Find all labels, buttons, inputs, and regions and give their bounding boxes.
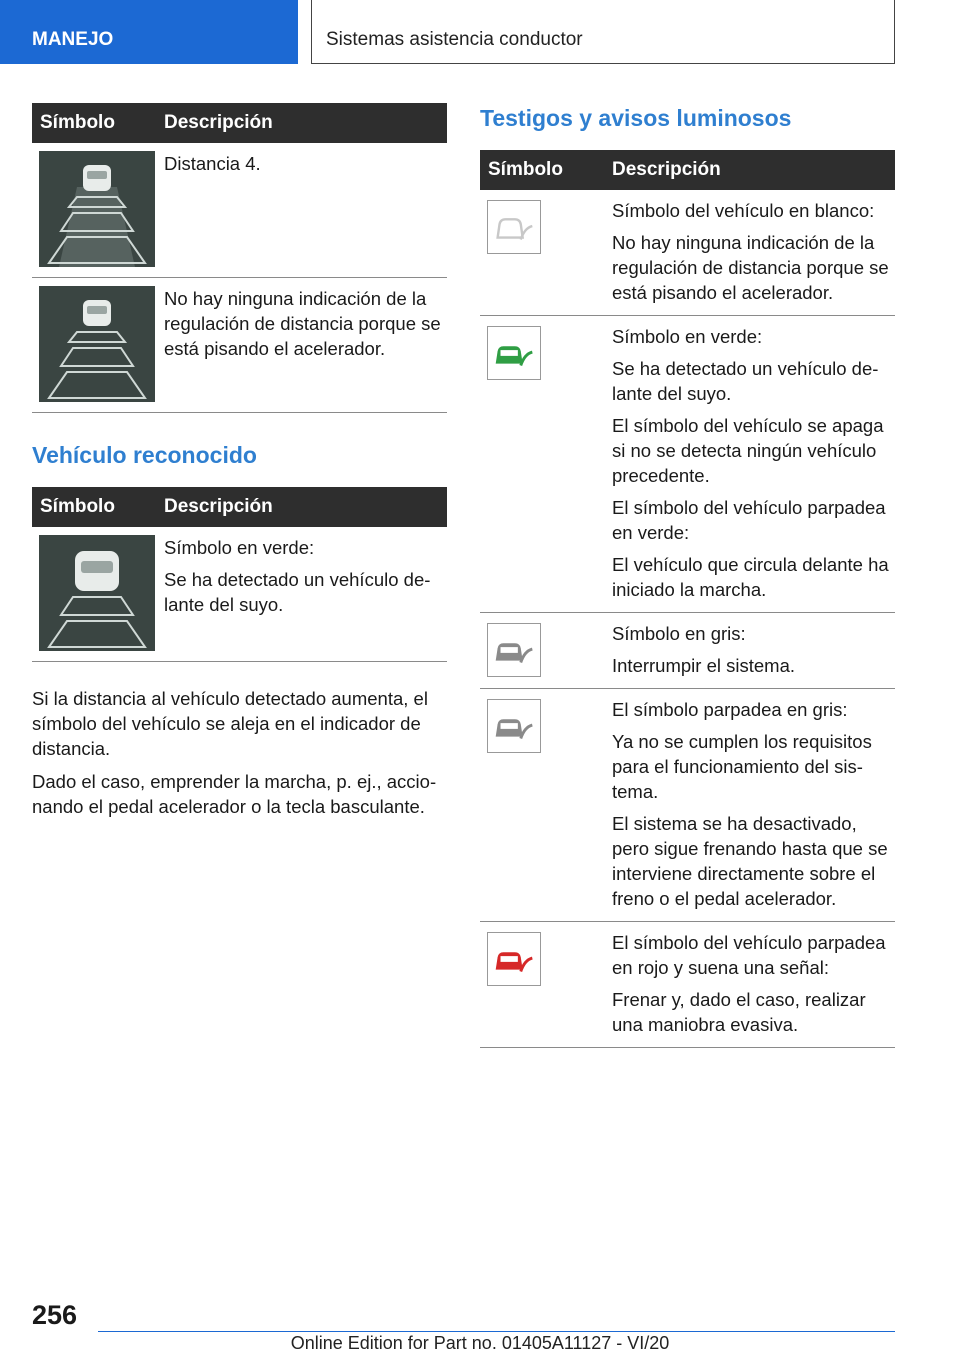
row-description: Interrumpir el sistema. <box>612 655 795 676</box>
vehicle-red-icon <box>487 932 541 986</box>
page-number: 256 <box>32 1300 78 1330</box>
table-header-description: Descripción <box>156 487 447 527</box>
table-row <box>480 190 895 316</box>
warning-lights-table <box>480 150 895 1048</box>
row-description: Frenar y, dado el caso, realizar una maniobra evasiva. <box>612 989 866 1035</box>
body-paragraph: Si la distancia al vehículo detectado aumenta, el símbolo del vehículo se aleja en el indicador de distancia. <box>32 688 428 759</box>
footer-edition: Online Edition for Part no. 01405A11127 - VI/20 <box>290 1333 670 1353</box>
vehicle-green-icon <box>487 326 541 380</box>
table-header-symbol: Símbolo <box>32 487 156 527</box>
row-description: Símbolo en verde: <box>612 326 763 347</box>
table-row <box>480 316 895 613</box>
row-description: El símbolo del vehículo se apaga si no se detecta ningún vehículo precedente. <box>612 415 884 486</box>
section-heading-warnings: Testigos y avisos luminosos <box>480 105 792 131</box>
table-header-description: Descripción <box>156 103 447 143</box>
row-description: Símbolo del vehículo en blanco: <box>612 200 875 221</box>
row-description: Se ha detectado un vehículo delante del suyo. <box>612 358 879 404</box>
distance-4-display-icon <box>39 151 155 267</box>
table-header-symbol: Símbolo <box>32 103 156 143</box>
header-section-tab: MANEJO <box>0 0 298 64</box>
vehicle-detected-display-icon <box>39 535 155 651</box>
table-header-symbol: Símbolo <box>480 150 604 190</box>
row-description: El vehículo que circula delante ha iniciado la marcha. <box>612 554 889 600</box>
vehicle-gray-flashing-icon <box>487 699 541 753</box>
left-column <box>32 103 447 827</box>
row-description: Se ha detectado un vehículo delante del suyo. <box>164 569 431 615</box>
row-description: Símbolo en verde: <box>164 537 315 558</box>
row-description: El símbolo del vehículo parpadea en verde: <box>612 497 886 543</box>
vehicle-white-icon <box>487 200 541 254</box>
body-paragraph: Dado el caso, emprender la marcha, p. ej., accionando el pedal acelerador o la tecla basculante. <box>32 771 437 817</box>
table-row <box>480 689 895 922</box>
row-description: El símbolo del vehículo parpadea en rojo y suena una señal: <box>612 932 886 978</box>
row-description: El símbolo parpadea en gris: <box>612 699 848 720</box>
table-row <box>480 922 895 1048</box>
row-description: No hay ninguna indicación de la regulación de distancia porque se está pisando el acelerador. <box>612 232 889 303</box>
table-row <box>480 613 895 689</box>
row-description: El sistema se ha desactivado, pero sigue frenando hasta que se interviene directamente sobre el freno o el pedal acelerador. <box>612 813 888 909</box>
row-description: Distancia 4. <box>164 153 261 174</box>
row-description: Ya no se cumplen los requisitos para el funcionamiento del sistema. <box>612 731 872 802</box>
distance-display-accelerator-icon <box>39 286 155 402</box>
table-header-description: Descripción <box>604 150 895 190</box>
footer-divider <box>98 1331 895 1332</box>
row-description: Símbolo en gris: <box>612 623 746 644</box>
table-row <box>32 143 447 278</box>
vehicle-symbol-table <box>32 487 447 662</box>
section-heading-vehicle: Vehículo reconocido <box>32 442 257 468</box>
distance-symbol-table <box>32 103 447 413</box>
table-row <box>32 278 447 413</box>
table-row <box>32 527 447 662</box>
row-description: No hay ninguna indicación de la regulación de distancia porque se está pisando el acelerador. <box>164 288 441 359</box>
vehicle-gray-icon <box>487 623 541 677</box>
right-column <box>480 98 895 1048</box>
header-chapter-title: Sistemas asistencia conductor <box>311 0 895 64</box>
